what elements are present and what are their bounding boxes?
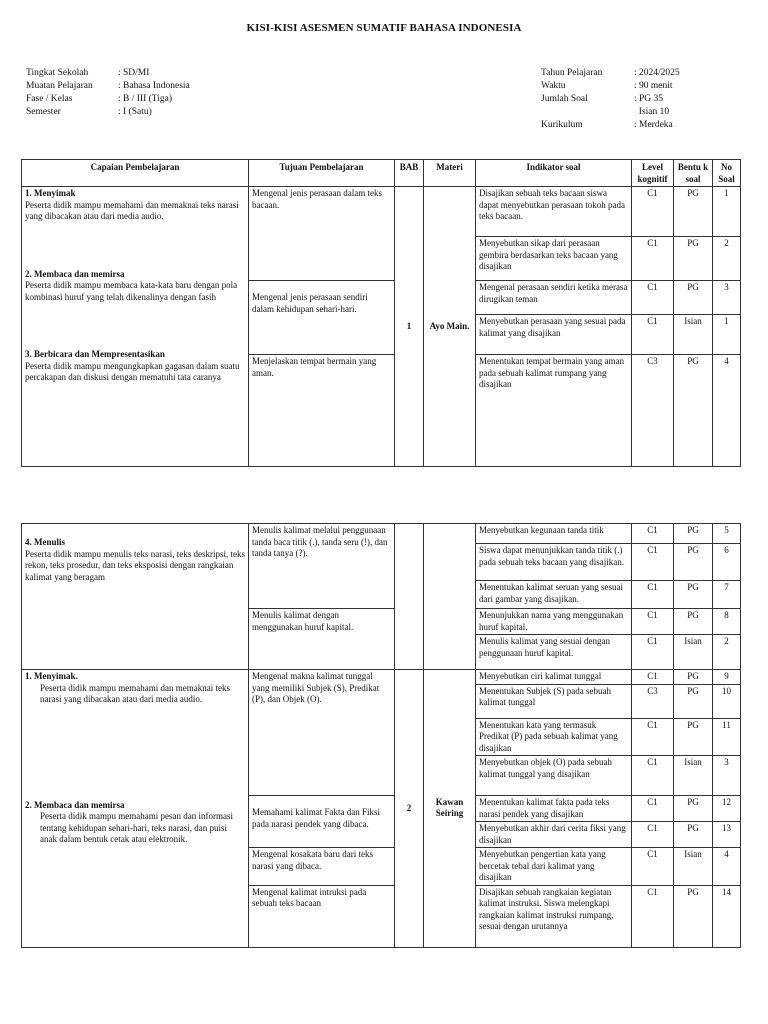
cp-text: Peserta didik mampu menulis teks narasi, teks deskripsi, teks rekon, teks prosedur, dan teks eksposisi dengan rangkaian kalimat yang beragam (25, 548, 245, 582)
bentuk-cell: PG (674, 281, 713, 315)
cp-text: Peserta didik mampu mengungkapkan gagasan dalam suatu percakapan dan diskusi dengan mematuhi tata caranya (25, 360, 240, 382)
indikator-cell: Menentukan kalimat seruan yang sesuai dari gambar yang disajikan. (476, 581, 632, 609)
meta-row (26, 80, 190, 93)
tujuan-cell: Menulis kalimat dengan menggunakan huruf kapital. (249, 609, 395, 670)
cp-text: Peserta didik mampu memahami pesan dan informasi tentang kehidupan sehari-hari, teks narasi, dan puisi anak dalam bentuk cetak atau elektronik. (40, 811, 233, 844)
meta-row (541, 67, 680, 80)
level-cell: C1 (632, 581, 674, 609)
indikator-cell: Menulis kalimat yang sesuai dengan penggunaan huruf kapital. (476, 635, 632, 670)
meta-label: Tahun Pelajaran (541, 68, 603, 78)
materi-cell-empty (424, 524, 476, 670)
cp-text: Peserta didik mampu membaca kata-kata baru dengan pola kombinasi huruf yang telah dikenalinya dengan fasih (25, 280, 238, 302)
header-materi: Materi (424, 160, 476, 187)
meta-value: Isian 10 (634, 107, 670, 117)
level-cell: C3 (632, 684, 674, 718)
meta-label (541, 106, 634, 119)
document-title: KISI-KISI ASESMEN SUMATIF BAHASA INDONESIA (246, 22, 522, 34)
tujuan-text: Memahami kalimat Fakta dan Fiksi pada narasi pendek yang dibaca. (252, 807, 380, 829)
level-cell: C1 (632, 718, 674, 756)
indikator-cell: Disajikan sebuah rangkaian kegiatan kalimat instruksi. Siswa melengkapi rangkaian kalimat instruksi rumpang, sesuai dengan urutannya (476, 885, 632, 947)
no-soal-cell: 6 (713, 544, 741, 581)
table-row (22, 187, 741, 237)
indikator-cell: Menentukan kalimat fakta pada teks narasi pendek yang disajikan (476, 796, 632, 822)
level-cell: C1 (632, 315, 674, 355)
bab-cell-empty (395, 524, 424, 670)
level-cell: C1 (632, 524, 674, 544)
tujuan-cell: Mengenal kosakata baru dari teks narasi yang dibaca. (249, 848, 395, 886)
bentuk-cell: PG (674, 237, 713, 281)
bentuk-cell: PG (674, 718, 713, 756)
meta-row (541, 93, 680, 106)
materi-cell: Kawan Seiring (424, 670, 476, 948)
level-cell: C1 (632, 635, 674, 670)
bentuk-cell: PG (674, 355, 713, 467)
meta-value: : I (Satu) (118, 107, 152, 117)
bentuk-cell: PG (674, 796, 713, 822)
cp-text: Peserta didik mampu memahami dan memaknai teks narasi yang dibacakan atau dari media audio. (40, 682, 230, 704)
indikator-cell: Menyebutkan perasaan yang sesuai pada kalimat yang disajikan (476, 315, 632, 355)
indikator-cell: Menyebutkan kegunaan tanda titik (476, 524, 632, 544)
tujuan-cell (249, 281, 395, 355)
indikator-cell: Menyebutkan pengertian kata yang bercetak tebal dari kalimat yang disajikan (476, 848, 632, 886)
no-soal-cell: 2 (713, 635, 741, 670)
indikator-cell: Menunjukkan nama yang menggunakan huruf kapital. (476, 609, 632, 635)
level-cell: C1 (632, 848, 674, 886)
no-soal-cell: 4 (713, 355, 741, 467)
cp-title: 2. Membaca dan memirsa (25, 799, 125, 810)
tujuan-cell (249, 796, 395, 848)
bentuk-cell: PG (674, 609, 713, 635)
no-soal-cell: 7 (713, 581, 741, 609)
bentuk-cell: Isian (674, 635, 713, 670)
meta-value: : B / III (Tiga) (118, 94, 173, 104)
no-soal-cell: 1 (713, 187, 741, 237)
level-cell: C1 (632, 796, 674, 822)
indikator-cell: Siswa dapat menunjukkan tanda titik (.) pada sebuah teks bacaan yang disajikan. (476, 544, 632, 581)
no-soal-cell: 12 (713, 796, 741, 822)
tujuan-text: Mengenal jenis perasaan sendiri dalam kehidupan sehari-hari. (252, 292, 368, 314)
no-soal-cell: 2 (713, 237, 741, 281)
meta-label: Muatan Pelajaran (26, 81, 93, 91)
bentuk-cell: PG (674, 670, 713, 685)
bentuk-cell: PG (674, 684, 713, 718)
indikator-cell: Menyebutkan ciri kalimat tunggal (476, 670, 632, 685)
bentuk-cell: PG (674, 524, 713, 544)
indikator-cell: Menentukan kata yang termasuk Predikat (P) pada sebuah kalimat yang disajikan (476, 718, 632, 756)
capaian-cell (22, 524, 249, 670)
level-cell: C1 (632, 544, 674, 581)
no-soal-cell: 5 (713, 524, 741, 544)
meta-row (541, 106, 680, 119)
level-cell: C1 (632, 237, 674, 281)
meta-value: : Bahasa Indonesia (118, 81, 190, 91)
meta-label: Kurikulum (541, 120, 583, 130)
header-level: Level kognitif (632, 160, 674, 187)
kisi-kisi-table-2 (21, 523, 741, 948)
no-soal-cell: 3 (713, 281, 741, 315)
bab-cell: 2 (395, 670, 424, 948)
meta-row (26, 67, 190, 80)
cp-title: 1. Menyimak (25, 188, 76, 198)
bentuk-cell: Isian (674, 315, 713, 355)
meta-label: Jumlah Soal (541, 94, 588, 104)
no-soal-cell: 3 (713, 756, 741, 796)
indikator-cell: Disajikan sebuah teks bacaan siswa dapat menyebutkan perasaan tokoh pada teks bacaan. (476, 187, 632, 237)
indikator-cell: Menyebutkan objek (O) pada sebuah kalimat tunggal yang disajikan (476, 756, 632, 796)
tujuan-cell: Mengenal jenis perasaan dalam teks bacaan. (249, 187, 395, 281)
meta-value: : SD/MI (118, 68, 150, 78)
meta-value: : PG 35 (634, 94, 664, 104)
indikator-cell: Menyebutkan akhir dari cerita fiksi yang disajikan (476, 822, 632, 848)
indikator-cell: Menentukan Subjek (S) pada sebuah kalimat tunggal (476, 684, 632, 718)
indikator-cell: Mengenal perasaan sendiri ketika merasa dirugikan teman (476, 281, 632, 315)
capaian-cell (22, 670, 249, 948)
cp-title: 4. Menulis (25, 537, 66, 547)
meta-row (26, 106, 190, 119)
bentuk-cell: PG (674, 885, 713, 947)
no-soal-cell: 10 (713, 684, 741, 718)
meta-left (26, 67, 190, 119)
cp-title: 2. Membaca dan memirsa (25, 268, 125, 279)
meta-row (26, 93, 190, 106)
no-soal-cell: 9 (713, 670, 741, 685)
bentuk-cell: PG (674, 187, 713, 237)
tujuan-cell: Menjelaskan tempat bermain yang aman. (249, 355, 395, 467)
bentuk-cell: Isian (674, 848, 713, 886)
meta-label: Fase / Kelas (26, 94, 73, 104)
meta-value: : 90 menit (634, 81, 673, 91)
meta-row (541, 80, 680, 93)
no-soal-cell: 14 (713, 885, 741, 947)
table-row (22, 524, 741, 544)
meta-label: Waktu (541, 81, 566, 91)
bentuk-cell: Isian (674, 756, 713, 796)
meta-label: Tingkat Sekolah (26, 68, 89, 78)
header-no-soal: No Soal (713, 160, 741, 187)
header-tujuan: Tujuan Pembelajaran (249, 160, 395, 187)
meta-value: : 2024/2025 (634, 68, 680, 78)
cp-title: 1. Menyimak. (25, 671, 78, 681)
level-cell: C1 (632, 756, 674, 796)
tujuan-cell: Mengenal makna kalimat tunggal yang memiliki Subjek (S), Predikat (P), dan Objek (O). (249, 670, 395, 796)
no-soal-cell: 4 (713, 848, 741, 886)
no-soal-cell: 13 (713, 822, 741, 848)
header-indikator: Indikator soal (476, 160, 632, 187)
header-capaian: Capaian Pembelajaran (22, 160, 249, 187)
cp-text: Peserta didik mampu memahami dan memaknai teks narasi yang dibacakan atau dari media audio. (25, 199, 239, 221)
meta-value: : Merdeka (634, 120, 673, 130)
meta-label: Semester (26, 107, 61, 117)
bentuk-cell: PG (674, 581, 713, 609)
kisi-kisi-table-1 (21, 159, 741, 467)
header-bab: BAB (395, 160, 424, 187)
cp-title: 3. Berbicara dan Mempresentasikan (25, 349, 165, 359)
header-bentuk: Bentu k soal (674, 160, 713, 187)
no-soal-cell: 11 (713, 718, 741, 756)
indikator-cell: Menentukan tempat bermain yang aman pada sebuah kalimat rumpang yang disajikan (476, 355, 632, 467)
table-row (22, 670, 741, 685)
tujuan-cell: Menulis kalimat melalui penggunaan tanda baca titik (.), tanda seru (!), dan tanda tanya (?). (249, 524, 395, 609)
level-cell: C1 (632, 670, 674, 685)
capaian-cell (22, 187, 249, 467)
level-cell: C1 (632, 187, 674, 237)
level-cell: C1 (632, 885, 674, 947)
level-cell: C1 (632, 822, 674, 848)
no-soal-cell: 1 (713, 315, 741, 355)
bentuk-cell: PG (674, 544, 713, 581)
tujuan-cell: Mengenal kalimat intruksi pada sebuah teks bacaan (249, 885, 395, 947)
meta-right (541, 67, 680, 132)
bentuk-cell: PG (674, 822, 713, 848)
level-cell: C1 (632, 609, 674, 635)
bab-cell: 1 (395, 187, 424, 467)
indikator-cell: Menyebutkan sikap dari perasaan gembira berdasarkan teks bacaan yang disajikan (476, 237, 632, 281)
materi-cell: Ayo Main. (424, 187, 476, 467)
level-cell: C3 (632, 355, 674, 467)
table-header-row (22, 160, 741, 187)
no-soal-cell: 8 (713, 609, 741, 635)
level-cell: C1 (632, 281, 674, 315)
meta-row (541, 119, 680, 132)
